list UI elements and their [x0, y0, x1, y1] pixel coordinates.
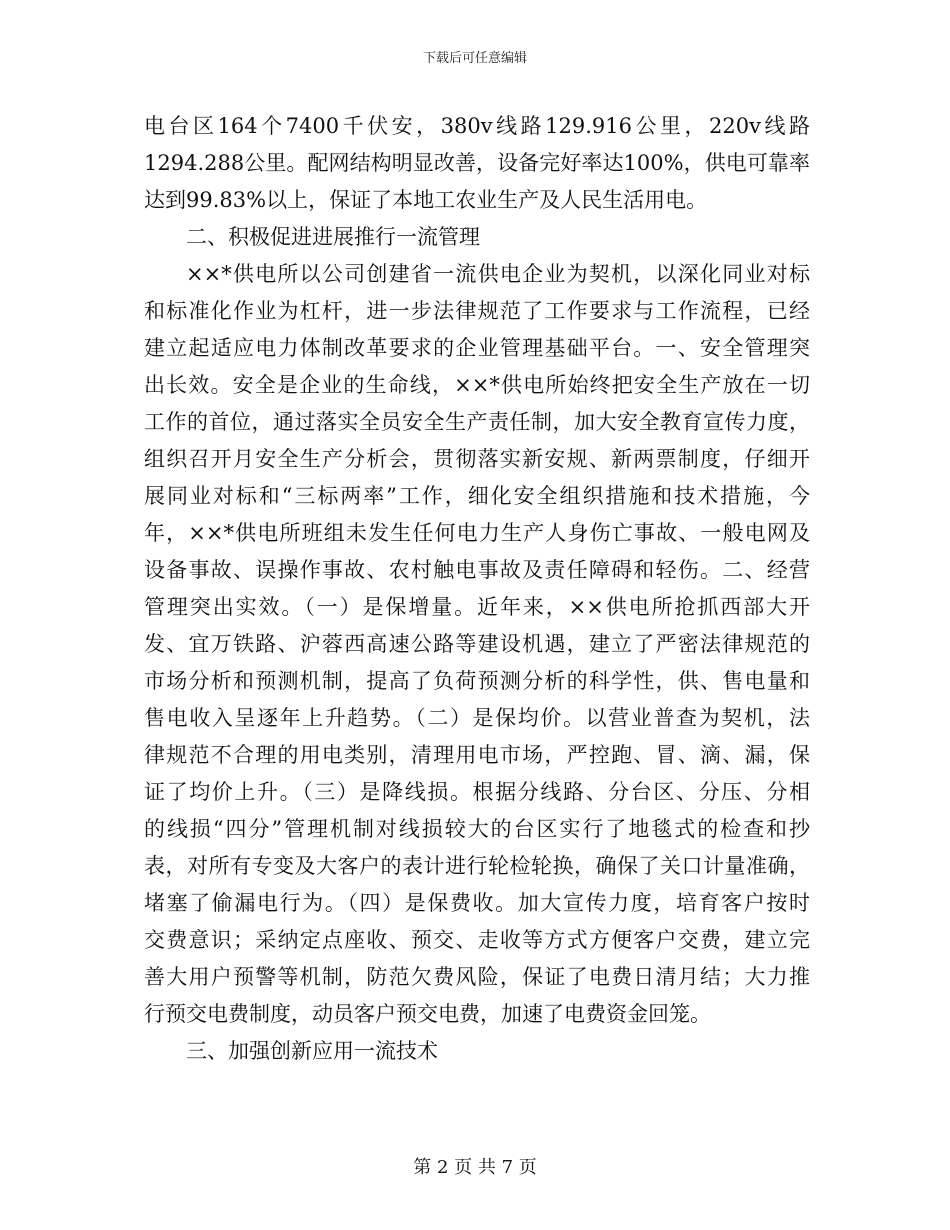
- text-line: 电台区164个7400千伏安，380v线路129.916公里，220v线路: [144, 114, 810, 138]
- text-line: 售电收入呈逐年上升趋势。（二）是保均价。以营业普查为契机，法: [144, 706, 810, 730]
- text-line: 的线损“四分”管理机制对线损较大的台区实行了地毯式的检查和抄: [144, 817, 810, 841]
- text-line: 组织召开月安全生产分析会，贯彻落实新安规、新两票制度，仔细开: [144, 447, 810, 471]
- text-line: 展同业对标和“三标两率”工作，细化安全组织措施和技术措施，今: [144, 484, 810, 508]
- text-line: 设备事故、误操作事故、农村触电事故及责任障碍和轻伤。二、经营: [144, 558, 810, 582]
- text-line: 出长效。安全是企业的生命线，××*供电所始终把安全生产放在一切: [144, 373, 810, 397]
- text-line: 堵塞了偷漏电行为。（四）是保费收。加大宣传力度，培育客户按时: [144, 891, 810, 915]
- text-line: 建立起适应电力体制改革要求的企业管理基础平台。一、安全管理突: [144, 336, 810, 360]
- text-line: 发、宜万铁路、沪蓉西高速公路等建设机遇，建立了严密法律规范的: [144, 632, 810, 656]
- text-line: 律规范不合理的用电类别，清理用电市场，严控跑、冒、滴、漏，保: [144, 743, 810, 767]
- text-line: 表，对所有专变及大客户的表计进行轮检轮换，确保了关口计量准确，: [144, 854, 810, 878]
- section-heading: 三、加强创新应用一流技术: [186, 1039, 438, 1063]
- text-line: 和标准化作业为杠杆，进一步法律规范了工作要求与工作流程，已经: [144, 299, 810, 323]
- document-body: [144, 108, 810, 1070]
- text-line: 善大用户预警等机制，防范欠费风险，保证了电费日清月结；大力推: [144, 965, 810, 989]
- text-line: 交费意识；采纳定点座收、预交、走收等方式方便客户交费，建立完: [144, 928, 810, 952]
- text-line: 证了均价上升。（三）是降线损。根据分线路、分台区、分压、分相: [144, 780, 810, 804]
- text-line: 达到99.83%以上，保证了本地工农业生产及人民生活用电。: [144, 188, 708, 212]
- page-number: 第 2 页 共 7 页: [413, 1157, 537, 1178]
- text-line: 年，××*供电所班组未发生任何电力生产人身伤亡事故、一般电网及: [144, 521, 810, 545]
- text-line: ××*供电所以公司创建省一流供电企业为契机，以深化同业对标: [186, 262, 810, 286]
- section-heading: 二、积极促进进展推行一流管理: [186, 225, 480, 249]
- text-line: 工作的首位，通过落实全员安全生产责任制，加大安全教育宣传力度，: [144, 410, 810, 434]
- text-line: 管理突出实效。（一）是保增量。近年来，××供电所抢抓西部大开: [144, 595, 810, 619]
- text-line: 市场分析和预测机制，提高了负荷预测分析的科学性，供、售电量和: [144, 669, 810, 693]
- text-line: 1294.288公里。配网结构明显改善，设备完好率达100%，供电可靠率: [144, 151, 810, 175]
- text-line: 行预交电费制度，动员客户预交电费，加速了电费资金回笼。: [144, 1002, 711, 1026]
- page-header-note: 下载后可任意编辑: [422, 51, 527, 66]
